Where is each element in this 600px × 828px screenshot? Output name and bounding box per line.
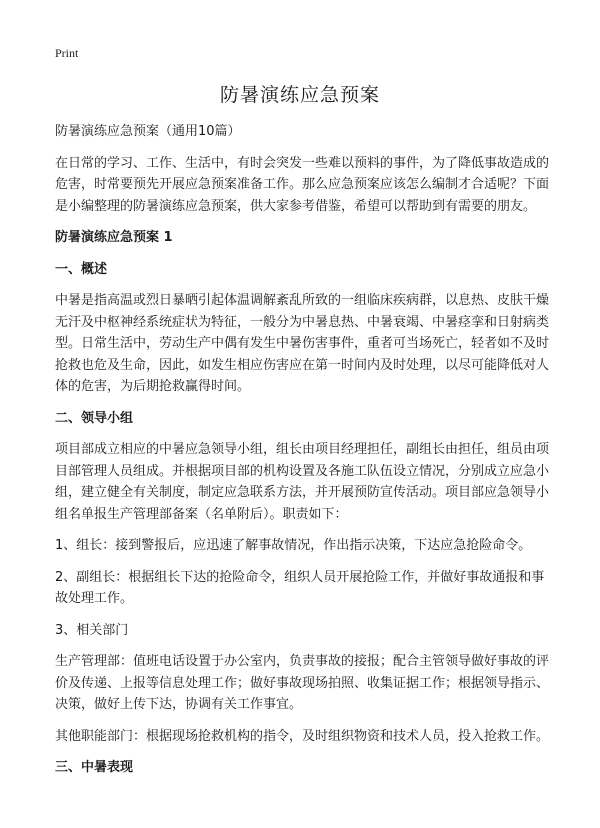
section-title: 防暑演练应急预案 1 [55, 230, 173, 245]
duty-departments-label: 3、相关部门 [55, 622, 129, 638]
duty-leader-paragraph: 1、组长：接到警报后，应迅速了解事故情况，作出指示决策，下达应急抢险命令。 [55, 538, 532, 553]
heading-symptoms: 三、中暑表现 [55, 760, 134, 775]
production-dept-paragraph: 生产管理部：值班电话设置于办公室内，负责事故的接报；配合主管领导做好事故的评价及传递、上报等信息处理工作；做好事故现场拍照、收集证据工作；根据领导指示、决策，做好上传下达，协调有关工作事宜。 [55, 654, 550, 712]
heading-leadership-group: 二、领导小组 [55, 410, 134, 426]
intro-paragraph: 在日常的学习、工作、生活中，有时会突发一些难以预料的事件，为了降低事故造成的危害，时常要预先开展应急预案准备工作。那么应急预案应该怎么编制才合适呢？下面是小编整理的防暑演练应急预案，供大家参考借鉴，希望可以帮助到有需要的朋友。 [55, 155, 550, 214]
leadership-paragraph: 项目部成立相应的中暑应急领导小组，组长由项目经理担任，副组长由担任，组员由项目部管理人员组成。并根据项目部的机构设置及各施工队伍设立情况，分别成立应急小组，建立健全有关制度，制定应急联系方法，并开展预防宣传活动。项目部应急领导小组名单报生产管理部备案（名单附后）。职责如下： [55, 442, 550, 522]
heading-overview: 一、概述 [55, 261, 108, 277]
overview-paragraph: 中暑是指高温或烈日暴晒引起体温调解紊乱所致的一组临床疾病群，以息热、皮肤干燥无汗及中枢神经系统症状为特征，一般分为中暑息热、中暑衰竭、中暑痉挛和日射病类型。日常生活中，劳动生产中偶有发生中暑伤害事件，重者可当场死亡，轻者如不及时抢救也危及生命，因此，如发生相应伤害应在第一时间内及时处理，以尽可能降低对人体的危害，为后期抢救赢得时间。 [55, 293, 550, 394]
document-body [55, 121, 550, 789]
other-dept-paragraph: 其他职能部门：根据现场抢救机构的指令，及时组织物资和技术人员，投入抢救工作。 [55, 728, 550, 744]
print-link[interactable]: Print [55, 46, 79, 60]
document-subtitle: 防暑演练应急预案（通用10篇） [55, 124, 241, 139]
page-title: 防暑演练应急预案 [219, 84, 380, 106]
duty-deputy-paragraph: 2、副组长：根据组长下达的抢险命令，组织人员开展抢险工作，并做好事故通报和事故处理工作。 [55, 569, 545, 606]
